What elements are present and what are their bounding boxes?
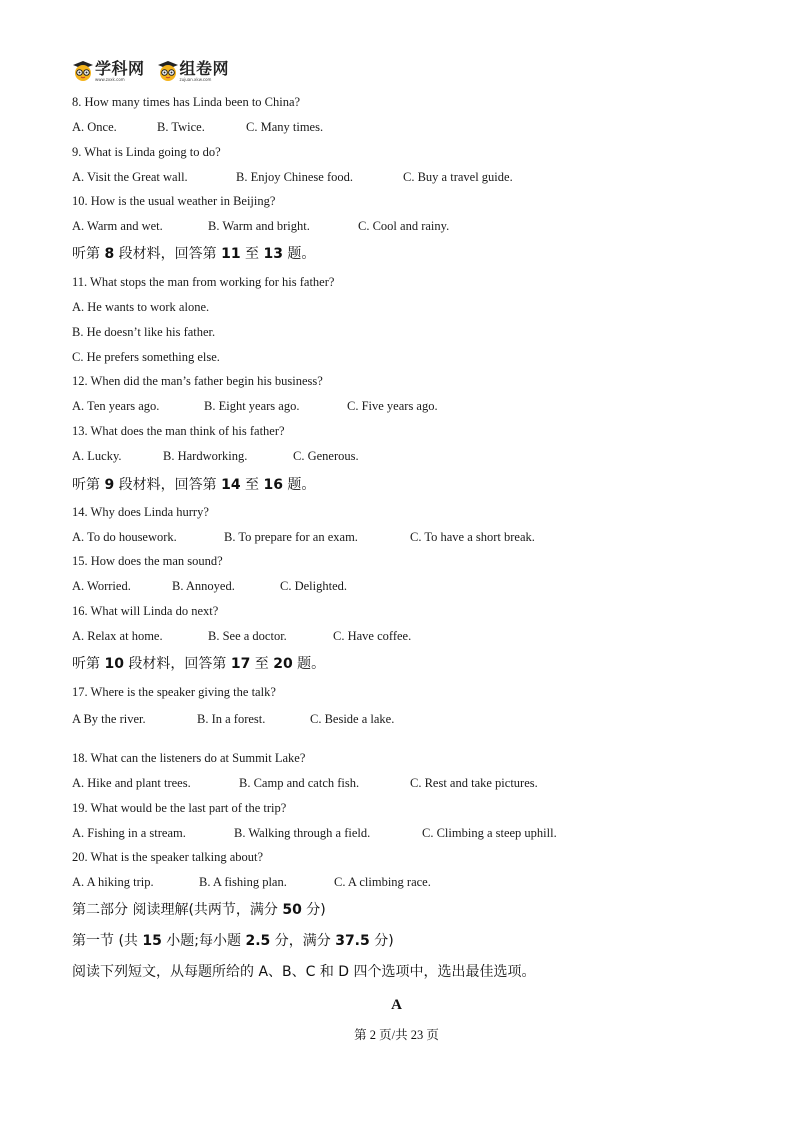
option-a: A. To do housework. xyxy=(72,530,177,544)
zxxk-logo xyxy=(72,60,145,82)
option-b: B. A fishing plan. xyxy=(199,875,287,889)
option-b: B. See a doctor. xyxy=(208,629,287,643)
option-a: A By the river. xyxy=(72,712,146,726)
option-c: C. Delighted. xyxy=(280,579,348,593)
option-a: A. Visit the Great wall. xyxy=(72,170,188,184)
passage-label: A xyxy=(391,997,402,1013)
option-c: C. Have coffee. xyxy=(333,629,412,643)
question-18: 18. What can the listeners do at Summit Lake? xyxy=(72,751,306,765)
option-a: A. Once. xyxy=(72,120,117,134)
option-b: B. Warm and bright. xyxy=(208,219,310,233)
option-c: C. He prefers something else. xyxy=(72,350,220,364)
question-9: 9. What is Linda going to do? xyxy=(72,145,221,159)
section-heading-10: 听第 10 段材料，回答第 17 至 20 题。 xyxy=(72,656,326,672)
option-a: A. Worried. xyxy=(72,579,131,593)
option-c: C. Many times. xyxy=(246,120,324,134)
option-c: C. Rest and take pictures. xyxy=(410,776,538,790)
option-a: A. A hiking trip. xyxy=(72,875,154,889)
question-13: 13. What does the man think of his father? xyxy=(72,424,285,438)
question-11: 11. What stops the man from working for his father? xyxy=(72,275,335,289)
section-heading-9: 听第 9 段材料，回答第 14 至 16 题。 xyxy=(72,477,316,493)
option-c: C. Five years ago. xyxy=(347,399,438,413)
option-c: C. Cool and rainy. xyxy=(358,219,450,233)
option-a: A. Hike and plant trees. xyxy=(72,776,191,790)
option-c: C. Generous. xyxy=(293,449,359,463)
page-footer: 第 2 页/共 23 页 xyxy=(354,1028,439,1042)
option-b: B. Eight years ago. xyxy=(204,399,300,413)
option-c: C. Buy a travel guide. xyxy=(403,170,513,184)
logo-url: zujuan.xkw.com xyxy=(179,77,212,82)
question-16: 16. What will Linda do next? xyxy=(72,604,219,618)
option-b: B. Camp and catch fish. xyxy=(239,776,360,790)
option-b: B. Twice. xyxy=(157,120,205,134)
owl-mascot-icon xyxy=(157,60,179,82)
question-15: 15. How does the man sound? xyxy=(72,554,223,568)
question-20: 20. What is the speaker talking about? xyxy=(72,850,264,864)
option-c: C. Climbing a steep uphill. xyxy=(422,826,557,840)
logo-url: www.zxxk.com xyxy=(95,77,125,82)
logo-name: 学科网 xyxy=(95,59,145,78)
section-heading-8: 听第 8 段材料，回答第 11 至 13 题。 xyxy=(72,246,316,262)
option-c: C. Beside a lake. xyxy=(310,712,395,726)
option-a: A. Ten years ago. xyxy=(72,399,160,413)
option-b: B. Hardworking. xyxy=(163,449,248,463)
option-b: B. In a forest. xyxy=(197,712,266,726)
question-17: 17. Where is the speaker giving the talk? xyxy=(72,685,276,699)
option-a: A. Lucky. xyxy=(72,449,122,463)
option-b: B. To prepare for an exam. xyxy=(224,530,358,544)
logo-name: 组卷网 xyxy=(179,59,230,78)
option-a: A. Warm and wet. xyxy=(72,219,163,233)
section1-title: 第一节 (共 15 小题;每小题 2.5 分，满分 37.5 分) xyxy=(72,933,394,949)
part2-title: 第二部分 阅读理解(共两节，满分 50 分) xyxy=(72,902,326,918)
header-logos xyxy=(72,60,241,86)
option-b: B. Walking through a field. xyxy=(234,826,371,840)
option-a: A. Fishing in a stream. xyxy=(72,826,186,840)
question-19: 19. What would be the last part of the trip? xyxy=(72,801,287,815)
option-b: B. He doesn’t like his father. xyxy=(72,325,216,339)
option-b: B. Enjoy Chinese food. xyxy=(236,170,354,184)
zujuan-logo xyxy=(157,60,230,82)
option-b: B. Annoyed. xyxy=(172,579,235,593)
option-a: A. Relax at home. xyxy=(72,629,163,643)
option-c: C. To have a short break. xyxy=(410,530,535,544)
owl-mascot-icon xyxy=(72,60,94,82)
option-c: C. A climbing race. xyxy=(334,875,431,889)
option-a: A. He wants to work alone. xyxy=(72,300,210,314)
question-12: 12. When did the man’s father begin his business? xyxy=(72,374,323,388)
question-8: 8. How many times has Linda been to China? xyxy=(72,95,301,109)
reading-instruction: 阅读下列短文，从每题所给的 A、B、C 和 D 四个选项中，选出最佳选项。 xyxy=(72,964,536,980)
question-14: 14. Why does Linda hurry? xyxy=(72,505,209,519)
question-10: 10. How is the usual weather in Beijing? xyxy=(72,194,276,208)
